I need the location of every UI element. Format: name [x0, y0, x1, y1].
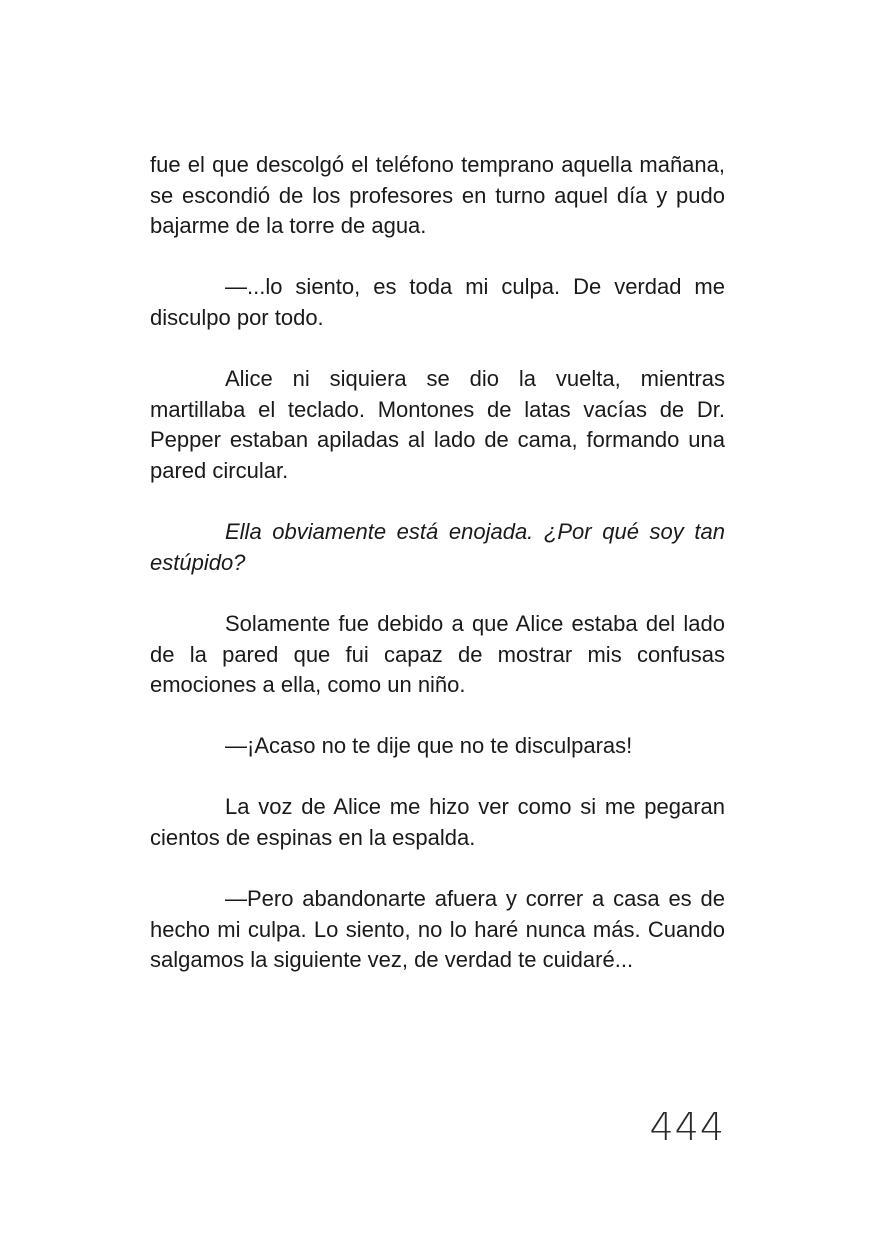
paragraph-dialogue: —Pero abandonarte afuera y correr a casa es de hecho mi culpa. Lo siento, no lo haré nunca más. Cuando salgamos la siguiente vez, de verdad te cuidaré... [150, 886, 725, 973]
paragraph-dialogue: —¡Acaso no te dije que no te disculparas! [225, 733, 633, 759]
paragraph-dialogue: —...lo siento, es toda mi culpa. De verdad me disculpo por todo. [150, 274, 725, 330]
paragraph-thought: Ella obviamente está enojada. ¿Por qué soy tan estúpido? [150, 519, 725, 575]
paragraph: fue el que descolgó el teléfono temprano aquella mañana, se escondió de los profesores en turno aquel día y pudo bajarme de la torre de agua. [150, 152, 725, 239]
page-number: 444 [649, 1105, 725, 1149]
paragraph: Solamente fue debido a que Alice estaba del lado de la pared que fui capaz de mostrar mis confusas emociones a ella, como un niño. [150, 610, 725, 698]
body-text [150, 150, 725, 1007]
paragraph: La voz de Alice me hizo ver como si me pegaran cientos de espinas en la espalda. [150, 794, 725, 851]
paragraph: Alice ni siquiera se dio la vuelta, mientras martillaba el teclado. Montones de latas vacías de Dr. Pepper estaban apiladas al lado de cama, formando una pared circular. [150, 366, 725, 483]
